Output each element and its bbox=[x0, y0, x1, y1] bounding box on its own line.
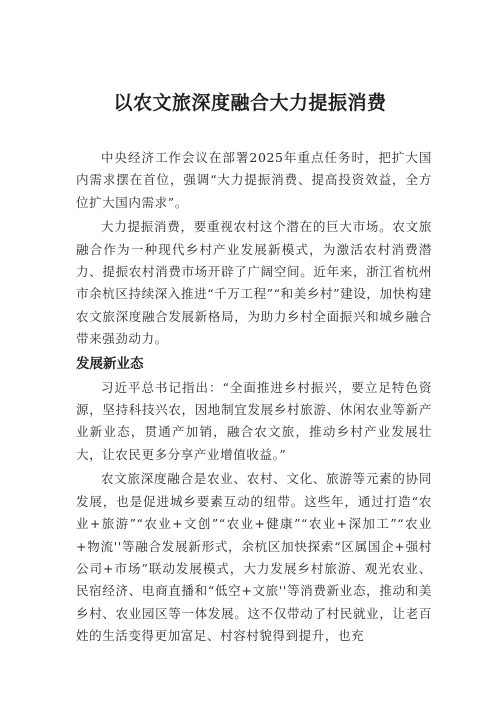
document-title: 以农文旅深度融合大力提振消费 bbox=[113, 92, 387, 114]
paragraph-intro-2: 大力提振消费，要重视农村这个潜在的巨大市场。农文旅融合作为一种现代乡村产业发展新模式，为激活农村消费潜力、提振农村消费市场开辟了广阔空间。近年来，浙江省杭州市余杭区持续深入推进“千万工程”“和美乡村”建设，加快构建农文旅深度融合发展新格局，为助力乡村全面振兴和城乡融合带来强劲动力。 bbox=[76, 219, 432, 347]
paragraph-section-2: 农文旅深度融合是农业、农村、文化、旅游等元素的协同发展，也是促进城乡要素互动的纽带。这些年，通过打造“农业+旅游”“农业+文创”“农业+健康”“农业+深加工”“农业+物流''等融合发展新形式，余杭区加快探索“区属国企+强村公司+市场”联动发展模式，大力发展乡村旅游、观光农业、民宿经济、电商直播和“低空+文旅''等消费新业态，推动和美乡村、农业园区等一体发展。这不仅带动了村民就业，让老百姓的生活变得更加富足、村容村貌得到提升，也充 bbox=[76, 471, 432, 644]
section-heading: 发展新业态 bbox=[76, 355, 144, 372]
document-body bbox=[76, 147, 432, 650]
paragraph-intro-1: 中央经济工作会议在部署2025年重点任务时，把扩大国内需求摆在首位，强调“大力提振消费、提高投资效益，全方位扩大国内需求”。 bbox=[76, 150, 432, 210]
paragraph-section-1: 习近平总书记指出：“全面推进乡村振兴，要立足特色资源，坚持科技兴农，因地制宜发展乡村旅游、休闲农业等新产业新业态，贯通产加销，融合农文旅，推动乡村产业发展壮大，让农民更多分享产业增值收益。” bbox=[76, 379, 432, 462]
